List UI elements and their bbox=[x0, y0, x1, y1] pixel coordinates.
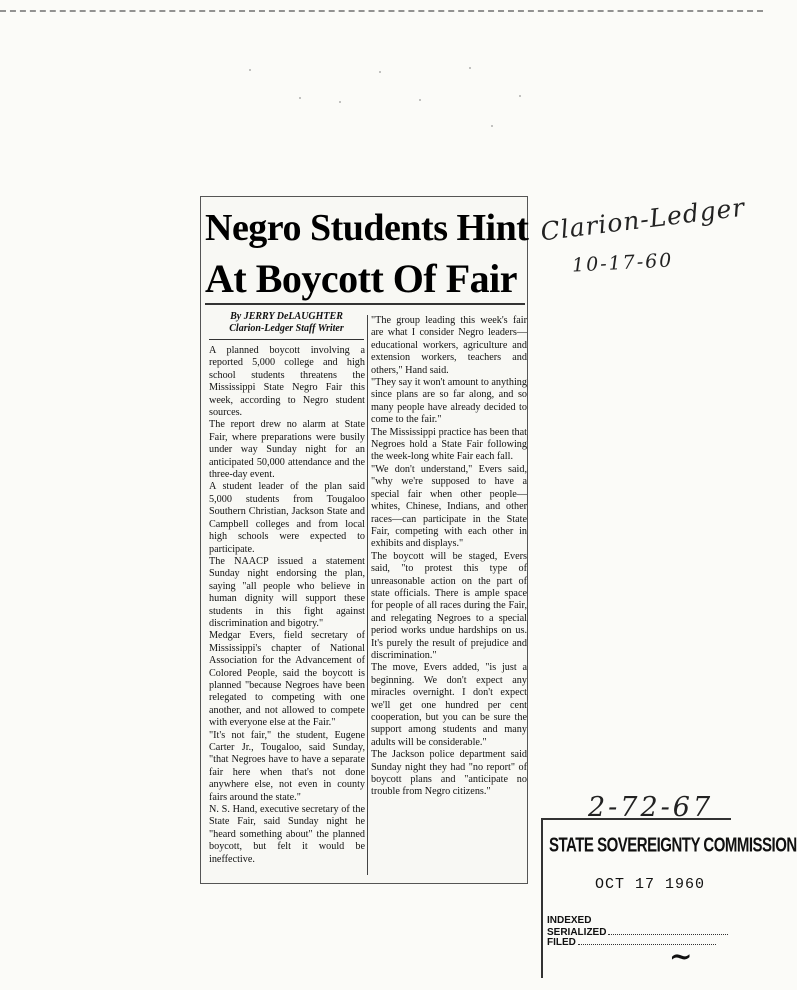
commission-stamp bbox=[541, 818, 797, 978]
page-top-edge bbox=[0, 0, 763, 12]
stamp-field-label: FILED bbox=[547, 937, 576, 948]
article-column-right: "The group leading this week's fair are what I consider Negro leaders—educational workers, agriculture and extension workers, teachers and others," Hand said. "They say it won't amount to anything since plans are so far along, and so many people have already decided to come to the fair." The Mississippi practice has been that Negroes hold a State Fair following the week-long white Fair each fall. "We don't understand," Evers said, "why we're supposed to have a special fair when other people—whites, Chinese, Indians, and other races—can participate in the State Fair, competing with each other in exhibits and displays." The boycott will be staged, Evers said, "to protest this type of unreasonable action on the part of state officials. There is ample space for people of all races during the Fair, and relegating Negroes to a special period works undue hardships on us. It's purely the result of prejudice and discrimination." The move, Evers added, "is just a beginning. We don't expect any miracles overnight. I don't expect we'll get one hundred per cent cooperation, but you can be sure the support among students and many adults will be considerable." The Jackson police department said Sunday night they had "no report" of boycott plans and "anticipate no trouble from Negro citizens." bbox=[371, 315, 527, 798]
stamp-date: OCT 17 1960 bbox=[595, 876, 706, 893]
scan-specks bbox=[230, 60, 560, 140]
article-column-left: A planned boycott involving a reported 5,000 college and high school students threatens the Mississippi State Negro Fair this week, according to Negro student sources. The report drew no alarm at State Fair, where preparations were busily under way Sunday night for an anticipated 50,000 attendance and the three-day event. A student leader of the plan said 5,000 students from Tougaloo Southern Christian, Jackson State and Campbell colleges and from local high schools were expected to participate. The NAACP issued a statement Sunday night endorsing the plan, saying "all people who believe in human dignity will support these students in this fight against discrimination and bigotry." Medgar Evers, field secretary of Mississippi's chapter of National Association for the Advancement of Colored People, said the boycott is planned "because Negroes have been relegated to competing with one another, and not allowed to compete with everyone else at the Fair." "It's not fair," the student, Eugene Carter Jr., Tougaloo, said Sunday, "that Negroes have to have a separate fair here when that's not done anywhere else, not even in county fairs around the state." N. S. Hand, executive secretary of the State Fair, said Sunday night he "heard something about" the planned boycott, but felt it would be ineffective. bbox=[209, 345, 365, 865]
column-divider bbox=[367, 315, 368, 875]
headline-rule bbox=[205, 303, 525, 305]
handwritten-source: Clarion-Ledger bbox=[538, 192, 747, 247]
headline-line-1: Negro Students Hint bbox=[205, 207, 529, 249]
byline-role: Clarion-Ledger Staff Writer bbox=[229, 323, 344, 334]
handwritten-initials: ~ bbox=[669, 940, 693, 973]
stamp-field-label: INDEXED bbox=[547, 915, 592, 926]
handwritten-file-number: 2-72-67 bbox=[588, 792, 714, 823]
stamp-field-label: SERIALIZED bbox=[547, 927, 607, 938]
newspaper-clipping bbox=[200, 196, 528, 884]
byline-author: By JERRY DeLAUGHTER bbox=[230, 311, 343, 322]
byline-rule bbox=[209, 339, 364, 340]
handwritten-date: 10-17-60 bbox=[571, 249, 674, 277]
headline-line-2: At Boycott Of Fair bbox=[205, 256, 518, 301]
stamp-title: STATE SOVEREIGNTY COMMISSION bbox=[549, 834, 797, 857]
stamp-field-indexed bbox=[547, 916, 591, 926]
